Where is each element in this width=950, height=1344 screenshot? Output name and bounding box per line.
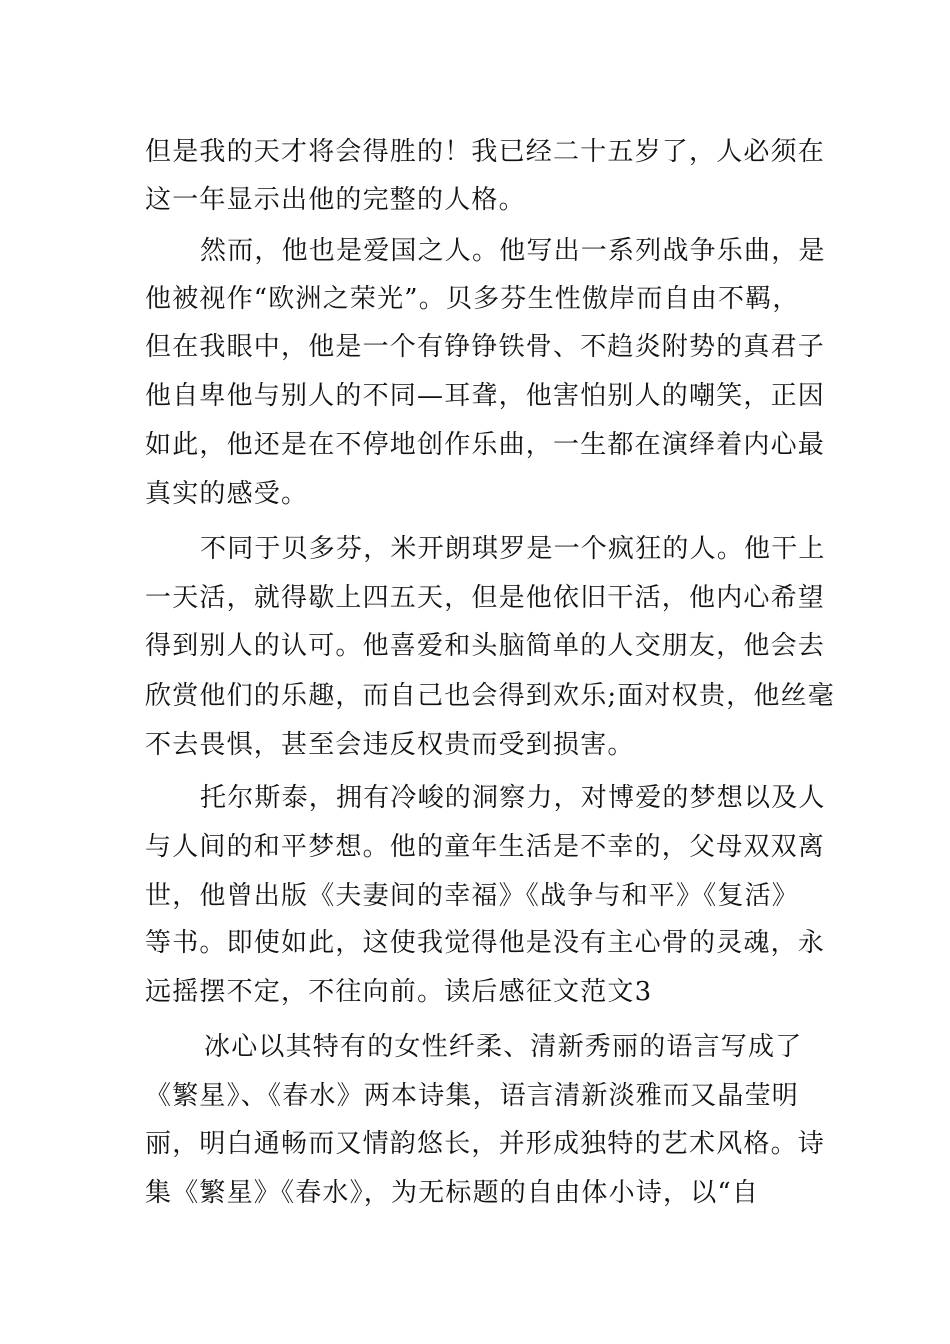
text-line: 远摇摆不定，不往向前。读后感征文范文3	[145, 977, 653, 1007]
paragraph-start-line: 托尔斯泰，拥有冷峻的洞察力，对博爱的梦想以及人	[200, 783, 826, 813]
text-line: 这一年显示出他的完整的人格。	[145, 185, 526, 215]
text-line: 得到别人的认可。他喜爱和头脑简单的人交朋友，他会去	[145, 631, 826, 661]
paragraph-start-line: 不同于贝多芬，米开朗琪罗是一个疯狂的人。他干上	[200, 534, 826, 564]
paragraph-start-line: 然而，他也是爱国之人。他写出一系列战争乐曲，是	[200, 236, 826, 266]
text-line: 但是我的天才将会得胜的！我已经二十五岁了，人必须在	[145, 137, 826, 167]
text-line: 但在我眼中，他是一个有铮铮铁骨、不趋炎附势的真君子	[145, 332, 826, 362]
text-line: 他自卑他与别人的不同—耳聋，他害怕别人的嘲笑，正因	[145, 381, 826, 411]
text-line: 等书。即使如此，这使我觉得他是没有主心骨的灵魂，永	[145, 928, 826, 958]
text-line: 不去畏惧，甚至会违反权贵而受到损害。	[145, 730, 635, 760]
text-line: 欣赏他们的乐趣，而自己也会得到欢乐;面对权贵，他丝毫	[145, 681, 835, 711]
text-line: 他被视作“欧洲之荣光”。贝多芬生性傲岸而自由不羁，	[145, 284, 800, 314]
text-line: 如此，他还是在不停地创作乐曲，一生都在演绎着内心最	[145, 430, 826, 460]
text-line: 真实的感受。	[145, 479, 309, 509]
text-line: 一天活，就得歇上四五天，但是他依旧干活，他内心希望	[145, 583, 826, 613]
paragraph-start-line: 冰心以其特有的女性纤柔、清新秀丽的语言写成了	[204, 1032, 803, 1062]
text-line: 《繁星》、《春水》两本诗集，语言清新淡雅而又晶莹明	[145, 1081, 800, 1111]
text-line: 丽，明白通畅而又情韵悠长，并形成独特的艺术风格。诗	[145, 1129, 826, 1159]
text-line: 集《繁星》《春水》，为无标题的自由体小诗，以“自	[145, 1178, 760, 1208]
text-line: 世，他曾出版《夫妻间的幸福》《战争与和平》《复活》	[145, 881, 800, 911]
text-line: 与人间的和平梦想。他的童年生活是不幸的，父母双双离	[145, 832, 826, 862]
